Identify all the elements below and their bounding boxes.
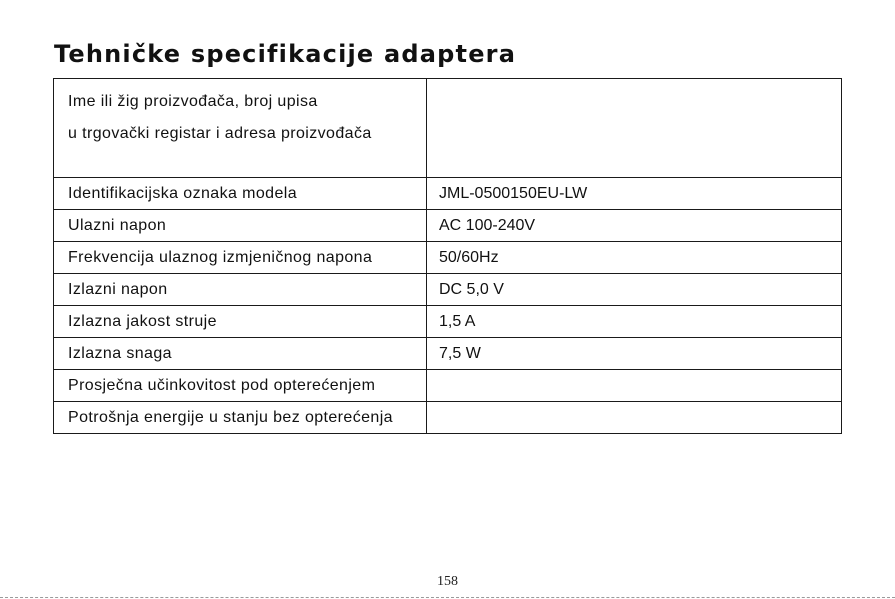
row-label-average-efficiency: Prosječna učinkovitost pod opterećenjem [54, 370, 427, 402]
table-row [54, 274, 842, 306]
table-row [54, 178, 842, 210]
row-label-output-power: Izlazna snaga [54, 338, 427, 370]
page-number: 158 [437, 574, 458, 589]
row-value-output-voltage: DC 5,0 V [427, 274, 842, 306]
row-value-input-voltage: AC 100-240V [427, 210, 842, 242]
row-value-model-id: JML-0500150EU-LW [427, 178, 842, 210]
page-divider [0, 597, 895, 598]
row-label-input-voltage: Ulazni napon [54, 210, 427, 242]
table-row [54, 370, 842, 402]
row-value-average-efficiency [427, 370, 842, 402]
adapter-spec-table [53, 78, 842, 434]
row-label-model-id: Identifikacijska oznaka modela [54, 178, 427, 210]
row-label-output-voltage: Izlazni napon [54, 274, 427, 306]
row-value-output-current: 1,5 A [427, 306, 842, 338]
table-row [54, 338, 842, 370]
page-title: Tehničke specifikacije adaptera [54, 40, 517, 68]
row-value-input-frequency: 50/60Hz [427, 242, 842, 274]
table-row [54, 306, 842, 338]
row-label-line: u trgovački registar i adresa proizvođača [68, 125, 372, 142]
table-row [54, 210, 842, 242]
row-label-input-frequency: Frekvencija ulaznog izmjeničnog napona [54, 242, 427, 274]
row-label-no-load-power: Potrošnja energije u stanju bez opterećenja [54, 402, 427, 434]
table-row [54, 79, 842, 178]
row-value-no-load-power [427, 402, 842, 434]
table-row [54, 402, 842, 434]
row-label-output-current: Izlazna jakost struje [54, 306, 427, 338]
row-value-output-power: 7,5 W [427, 338, 842, 370]
row-label-manufacturer [54, 79, 427, 178]
row-label-line: Ime ili žig proizvođača, broj upisa [68, 93, 318, 110]
row-value-manufacturer [427, 79, 842, 178]
table-row [54, 242, 842, 274]
